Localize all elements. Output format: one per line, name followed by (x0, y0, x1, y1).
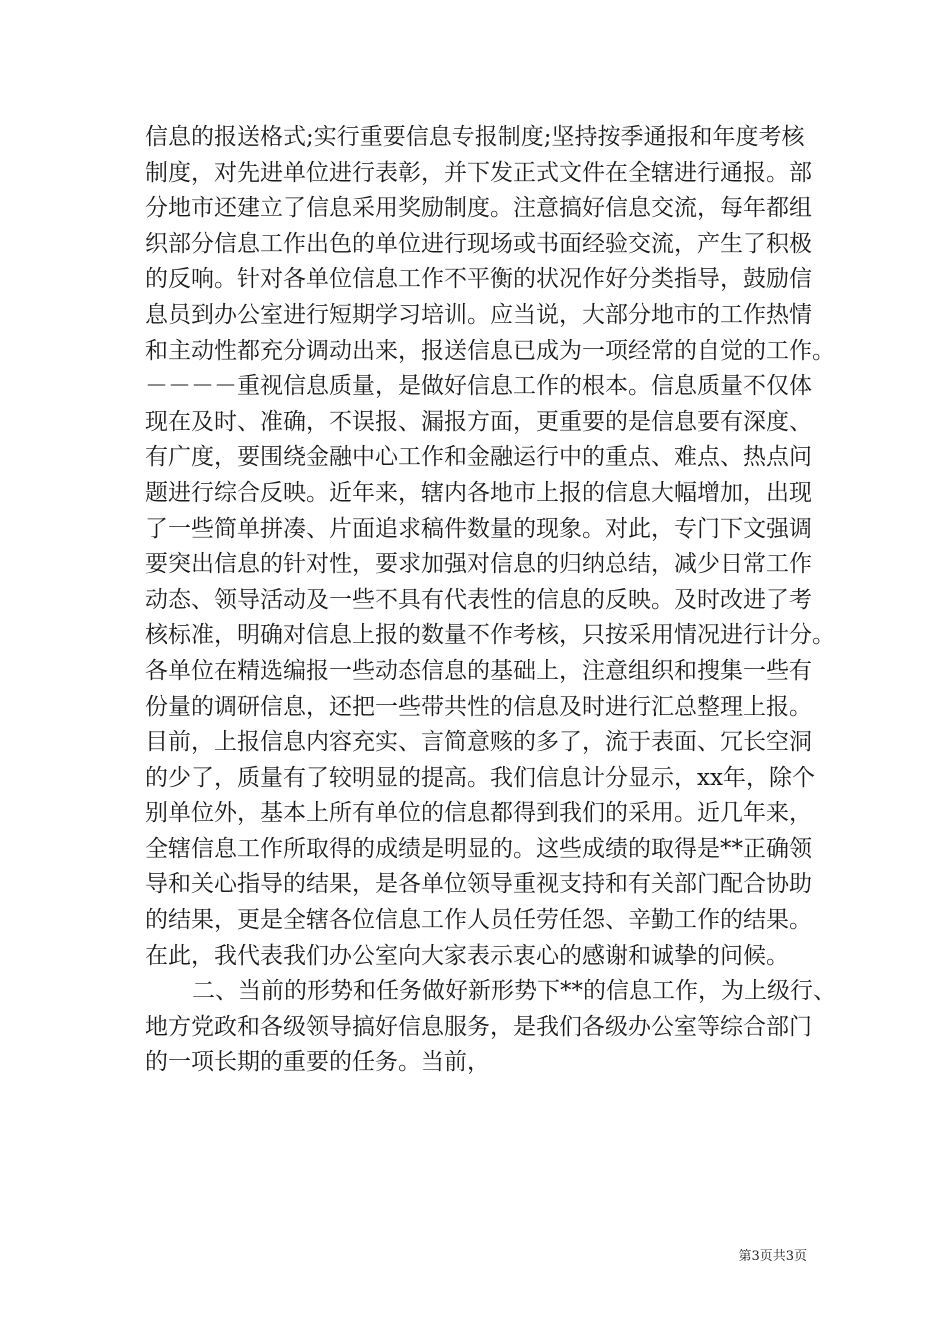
text-line: 了一些简单拼凑、片面追求稿件数量的现象。对此，专门下文强调 (145, 515, 812, 542)
page-number: 第3页共3页 (738, 1249, 807, 1264)
text-line: 别单位外，基本上所有单位的信息都得到我们的采用。近几年来， (145, 800, 812, 827)
document-body (145, 120, 836, 1081)
text-line: 织部分信息工作出色的单位进行现场或书面经验交流，产生了积极 (145, 230, 812, 257)
text-line: 的结果，更是全辖各位信息工作人员任劳任怨、辛勤工作的结果。 (145, 907, 812, 934)
text-line: 现在及时、准确，不误报、漏报方面，更重要的是信息要有深度、 (145, 408, 812, 435)
text-line: 信息的报送格式;实行重要信息专报制度;坚持按季通报和年度考核 (145, 124, 805, 150)
text-line: 的少了，质量有了较明显的提高。我们信息计分显示，xx年，除个 (145, 764, 815, 791)
text-line: －－－－重视信息质量，是做好信息工作的根本。信息质量不仅体 (145, 373, 812, 400)
text-line: 制度，对先进单位进行表彰，并下发正式文件在全辖进行通报。部 (145, 159, 812, 186)
text-line: 导和关心指导的结果，是各单位领导重视支持和有关部门配合协助 (145, 871, 812, 898)
text-line: 题进行综合反映。近年来，辖内各地市上报的信息大幅增加，出现 (145, 479, 812, 506)
text-line: 息员到办公室进行短期学习培训。应当说，大部分地市的工作热情 (145, 301, 812, 328)
text-line: 的反响。针对各单位信息工作不平衡的状况作好分类指导，鼓励信 (145, 266, 812, 293)
text-line: 的一项长期的重要的任务。当前， (145, 1049, 490, 1076)
text-line: 份量的调研信息，还把一些带共性的信息及时进行汇总整理上报。 (145, 693, 812, 720)
text-line: 全辖信息工作所取得的成绩是明显的。这些成绩的取得是**正确领 (145, 835, 812, 862)
text-line: 地方党政和各级领导搞好信息服务，是我们各级办公室等综合部门 (145, 1013, 812, 1040)
text-line: 和主动性都充分调动出来，报送信息已成为一项经常的自觉的工作。 (145, 337, 835, 364)
text-line: 核标准，明确对信息上报的数量不作考核，只按采用情况进行计分。 (145, 622, 835, 649)
section-heading-line: 二、当前的形势和任务做好新形势下**的信息工作，为上级行、 (192, 978, 836, 1005)
text-line: 分地市还建立了信息采用奖励制度。注意搞好信息交流，每年都组 (145, 195, 812, 222)
text-line: 要突出信息的针对性，要求加强对信息的归纳总结，减少日常工作 (145, 551, 812, 578)
text-line: 有广度，要围绕金融中心工作和金融运行中的重点、难点、热点问 (145, 444, 812, 471)
text-line: 各单位在精选编报一些动态信息的基础上，注意组织和搜集一些有 (145, 657, 812, 684)
text-line: 在此，我代表我们办公室向大家表示衷心的感谢和诚挚的问候。 (145, 942, 789, 969)
text-line: 目前，上报信息内容充实、言简意赅的多了，流于表面、冗长空洞 (145, 729, 812, 756)
text-line: 动态、领导活动及一些不具有代表性的信息的反映。及时改进了考 (145, 586, 812, 613)
